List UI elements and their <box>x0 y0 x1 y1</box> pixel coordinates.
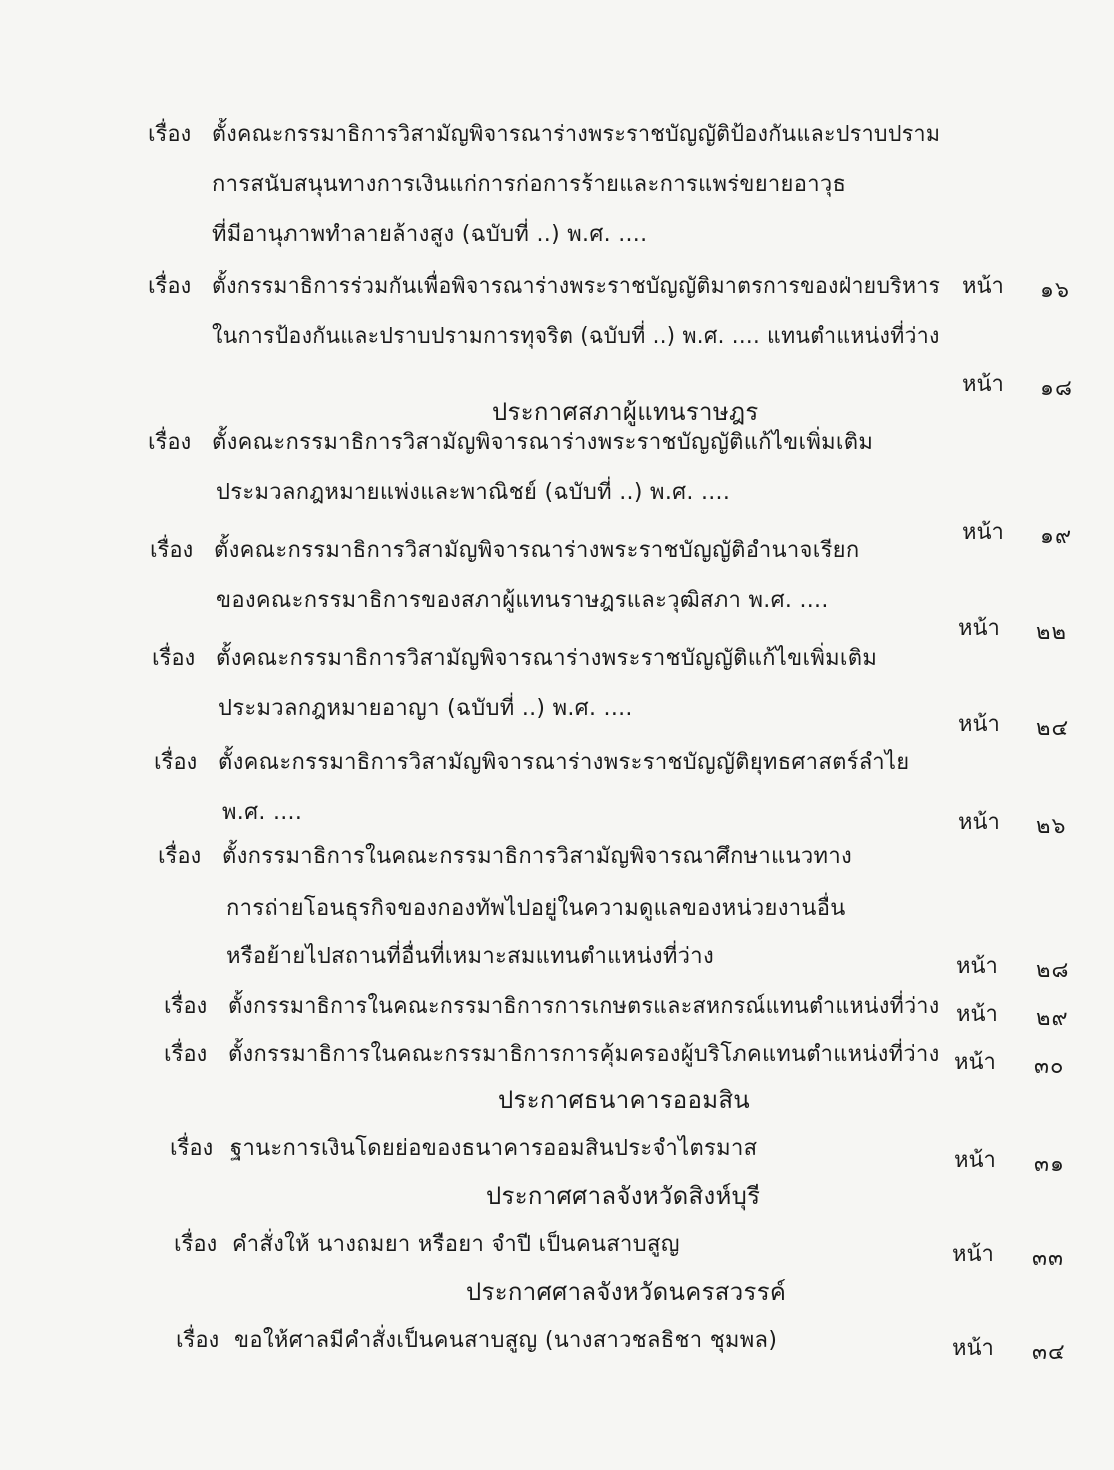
entry-line: ตั้งกรรมาธิการในคณะกรรมาธิการวิสามัญพิจารณาศึกษาแนวทาง <box>222 844 853 869</box>
page-number: ๑๘ <box>1040 376 1073 401</box>
entry-line: ประมวลกฎหมายแพ่งและพาณิชย์ (ฉบับที่ ..) พ.ศ. .... <box>216 480 731 505</box>
section-heading: ประกาศสภาผู้แทนราษฎร <box>492 398 759 426</box>
entry-line: ในการป้องกันและปราบปรามการทุจริต (ฉบับที่ ..) พ.ศ. .... แทนตำแหน่งที่ว่าง <box>212 324 940 349</box>
section-heading: ประกาศศาลจังหวัดสิงห์บุรี <box>486 1182 761 1210</box>
entry-keyword: เรื่อง <box>164 1042 208 1067</box>
entry-line: หรือย้ายไปสถานที่อื่นที่เหมาะสมแทนตำแหน่งที่ว่าง <box>226 944 714 969</box>
entry-keyword: เรื่อง <box>164 994 208 1019</box>
entry-keyword: เรื่อง <box>148 122 192 147</box>
entry-line: ขอให้ศาลมีคำสั่งเป็นคนสาบสูญ (นางสาวชลธิชา ชุมพล) <box>234 1328 778 1353</box>
entry-line: ตั้งคณะกรรมาธิการวิสามัญพิจารณาร่างพระราชบัญญัติยุทธศาสตร์ลำไย <box>218 750 910 775</box>
page-number: ๓๐ <box>1034 1054 1065 1079</box>
section-heading: ประกาศศาลจังหวัดนครสวรรค์ <box>466 1278 787 1306</box>
page-number: ๒๖ <box>1036 814 1067 839</box>
entry-line: ตั้งกรรมาธิการในคณะกรรมาธิการการคุ้มครองผู้บริโภคแทนตำแหน่งที่ว่าง <box>228 1042 940 1067</box>
page-label: หน้า <box>958 810 1000 835</box>
page-number: ๒๙ <box>1036 1006 1069 1031</box>
section-heading: ประกาศธนาคารออมสิน <box>498 1086 751 1114</box>
page-number: ๒๔ <box>1036 716 1070 741</box>
entry-line: ตั้งคณะกรรมาธิการวิสามัญพิจารณาร่างพระราชบัญญัติป้องกันและปราบปราม <box>212 122 941 147</box>
page-number: ๒๒ <box>1036 620 1068 645</box>
page-label: หน้า <box>956 954 998 979</box>
page-number: ๓๑ <box>1034 1152 1066 1177</box>
page-label: หน้า <box>962 520 1004 545</box>
entry-keyword: เรื่อง <box>176 1328 220 1353</box>
entry-line: ตั้งคณะกรรมาธิการวิสามัญพิจารณาร่างพระราชบัญญัติแก้ไขเพิ่มเติม <box>212 430 874 455</box>
entry-line: ประมวลกฎหมายอาญา (ฉบับที่ ..) พ.ศ. .... <box>218 696 633 721</box>
entry-keyword: เรื่อง <box>150 538 194 563</box>
entry-line: ตั้งกรรมาธิการในคณะกรรมาธิการการเกษตรและสหกรณ์แทนตำแหน่งที่ว่าง <box>228 994 940 1019</box>
page-label: หน้า <box>952 1242 994 1267</box>
page-number: ๓๔ <box>1032 1340 1066 1365</box>
entry-line: การสนับสนุนทางการเงินแก่การก่อการร้ายและการแพร่ขยายอาวุธ <box>212 172 847 197</box>
entry-line: พ.ศ. .... <box>222 800 303 825</box>
entry-line: ตั้งคณะกรรมาธิการวิสามัญพิจารณาร่างพระราชบัญญัติแก้ไขเพิ่มเติม <box>216 646 878 671</box>
page-label: หน้า <box>952 1336 994 1361</box>
entry-keyword: เรื่อง <box>170 1136 214 1161</box>
page-label: หน้า <box>958 712 1000 737</box>
entry-keyword: เรื่อง <box>174 1232 218 1257</box>
page-number: ๓๓ <box>1032 1246 1065 1271</box>
entry-line: ฐานะการเงินโดยย่อของธนาคารออมสินประจำไตรมาส <box>230 1136 758 1161</box>
page-label: หน้า <box>962 274 1004 299</box>
entry-keyword: เรื่อง <box>154 750 198 775</box>
page-label: หน้า <box>956 1002 998 1027</box>
page-label: หน้า <box>954 1148 996 1173</box>
entry-keyword: เรื่อง <box>148 430 192 455</box>
entry-line: ตั้งกรรมาธิการร่วมกันเพื่อพิจารณาร่างพระราชบัญญัติมาตรการของฝ่ายบริหาร <box>212 274 941 299</box>
page-label: หน้า <box>958 616 1000 641</box>
entry-line: ตั้งคณะกรรมาธิการวิสามัญพิจารณาร่างพระราชบัญญัติอำนาจเรียก <box>214 538 860 563</box>
entry-keyword: เรื่อง <box>158 844 202 869</box>
page-number: ๒๘ <box>1036 958 1070 983</box>
page-label: หน้า <box>962 372 1004 397</box>
entry-keyword: เรื่อง <box>152 646 196 671</box>
page-number: ๑๖ <box>1040 278 1070 303</box>
entry-keyword: เรื่อง <box>148 274 192 299</box>
entry-line: คำสั่งให้ นางถมยา หรือยา จำปี เป็นคนสาบสูญ <box>232 1232 680 1257</box>
page-label: หน้า <box>954 1050 996 1075</box>
page-number: ๑๙ <box>1040 524 1073 549</box>
entry-line: ที่มีอานุภาพทำลายล้างสูง (ฉบับที่ ..) พ.ศ. .... <box>212 222 648 247</box>
entry-line: ของคณะกรรมาธิการของสภาผู้แทนราษฎรและวุฒิสภา พ.ศ. .... <box>216 588 829 613</box>
entry-line: การถ่ายโอนธุรกิจของกองทัพไปอยู่ในความดูแลของหน่วยงานอื่น <box>226 896 846 921</box>
